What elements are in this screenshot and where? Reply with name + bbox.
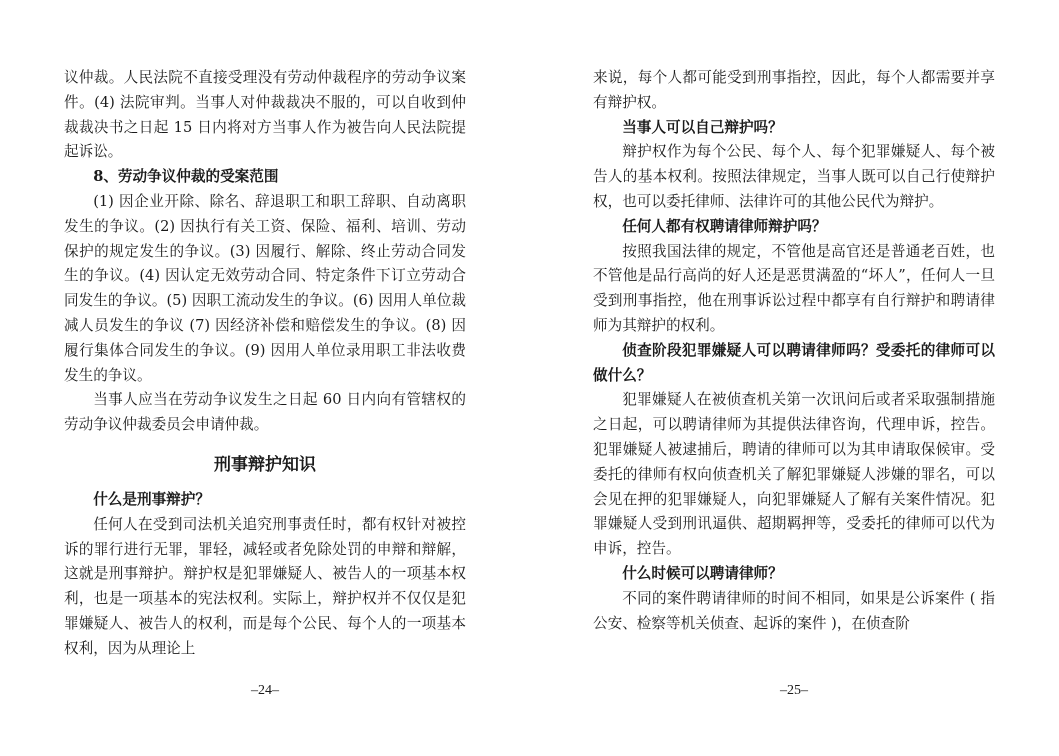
question-heading: 什么时候可以聘请律师？ (622, 564, 783, 582)
question-heading: 当事人可以自己辩护吗？ (622, 118, 783, 136)
question-heading: 侦查阶段犯罪嫌疑人可以聘请律师吗？受委托的律师可以做什么？ (593, 341, 995, 384)
page-number: –24– (251, 683, 279, 698)
paragraph: 议仲裁。人民法院不直接受理没有劳动仲裁程序的劳动争议案件。(4) 法院审判。当事人对仲裁裁决不服的，可以自收到仲裁裁决书之日起 15 日内将对方当事人作为被告向人民法院提起诉讼。 (64, 69, 466, 161)
right-page (593, 66, 995, 636)
left-page (64, 66, 466, 662)
paragraph: (1) 因企业开除、除名、辞退职工和职工辞职、自动离职发生的争议。(2) 因执行有关工资、保险、福利、培训、劳动保护的规定发生的争议。(3) 因履行、解除、终止劳动合同发生的争议。(4) 因认定无效劳动合同、特定条件下订立劳动合同发生的争议。(5) 因职工流动发生的争议。(6) 因用人单位裁减人员发生的争议 (7) 因经济补偿和赔偿发生的争议。(8) 因履行集体合同发生的争议。(9) 因用人单位录用职工非法收费发生的争议。 (64, 192, 466, 384)
paragraph: 按照我国法律的规定，不管他是高官还是普通老百姓，也不管他是品行高尚的好人还是恶贯满盈的“坏人”，任何人一旦受到刑事指控，他在刑事诉讼过程中都享有自行辩护和聘请律师为其辩护的权利。 (593, 242, 995, 334)
paragraph: 当事人应当在劳动争议发生之日起 60 日内向有管辖权的劳动争议仲裁委员会申请仲裁。 (64, 391, 466, 434)
subheading: 8、劳动争议仲裁的受案范围 (93, 168, 279, 186)
paragraph: 任何人在受到司法机关追究刑事责任时，都有权针对被控诉的罪行进行无罪，罪轻，减轻或者免除处罚的申辩和辩解，这就是刑事辩护。辩护权是犯罪嫌疑人、被告人的一项基本权利，也是一项基本的宪法权利。实际上，辩护权并不仅仅是犯罪嫌疑人、被告人的权利，而是每个公民、每个人的一项基本权利，因为从理论上 (64, 515, 466, 657)
paragraph: 来说，每个人都可能受到刑事指控，因此，每个人都需要并享有辩护权。 (593, 69, 995, 111)
question-heading: 任何人都有权聘请律师辩护吗？ (622, 217, 827, 235)
section-title: 刑事辩护知识 (214, 454, 316, 475)
paragraph: 犯罪嫌疑人在被侦查机关第一次讯问后或者采取强制措施之日起，可以聘请律师为其提供法律咨询，代理申诉，控告。犯罪嫌疑人被逮捕后，聘请的律师可以为其申请取保候审。受委托的律师有权向侦查机关了解犯罪嫌疑人涉嫌的罪名，可以会见在押的犯罪嫌疑人，向犯罪嫌疑人了解有关案件情况。犯罪嫌疑人受到刑讯逼供、超期羁押等，受委托的律师可以代为申诉，控告。 (593, 391, 995, 558)
paragraph: 不同的案件聘请律师的时间不相同，如果是公诉案件 ( 指公安、检察等机关侦查、起诉的案件 )，在侦查阶 (593, 589, 995, 632)
page-number: –25– (780, 683, 808, 698)
paragraph: 辩护权作为每个公民、每个人、每个犯罪嫌疑人、每个被告人的基本权利。按照法律规定，当事人既可以自己行使辩护权，也可以委托律师、法律许可的其他公民代为辩护。 (593, 143, 995, 210)
question-heading: 什么是刑事辩护？ (93, 490, 210, 508)
